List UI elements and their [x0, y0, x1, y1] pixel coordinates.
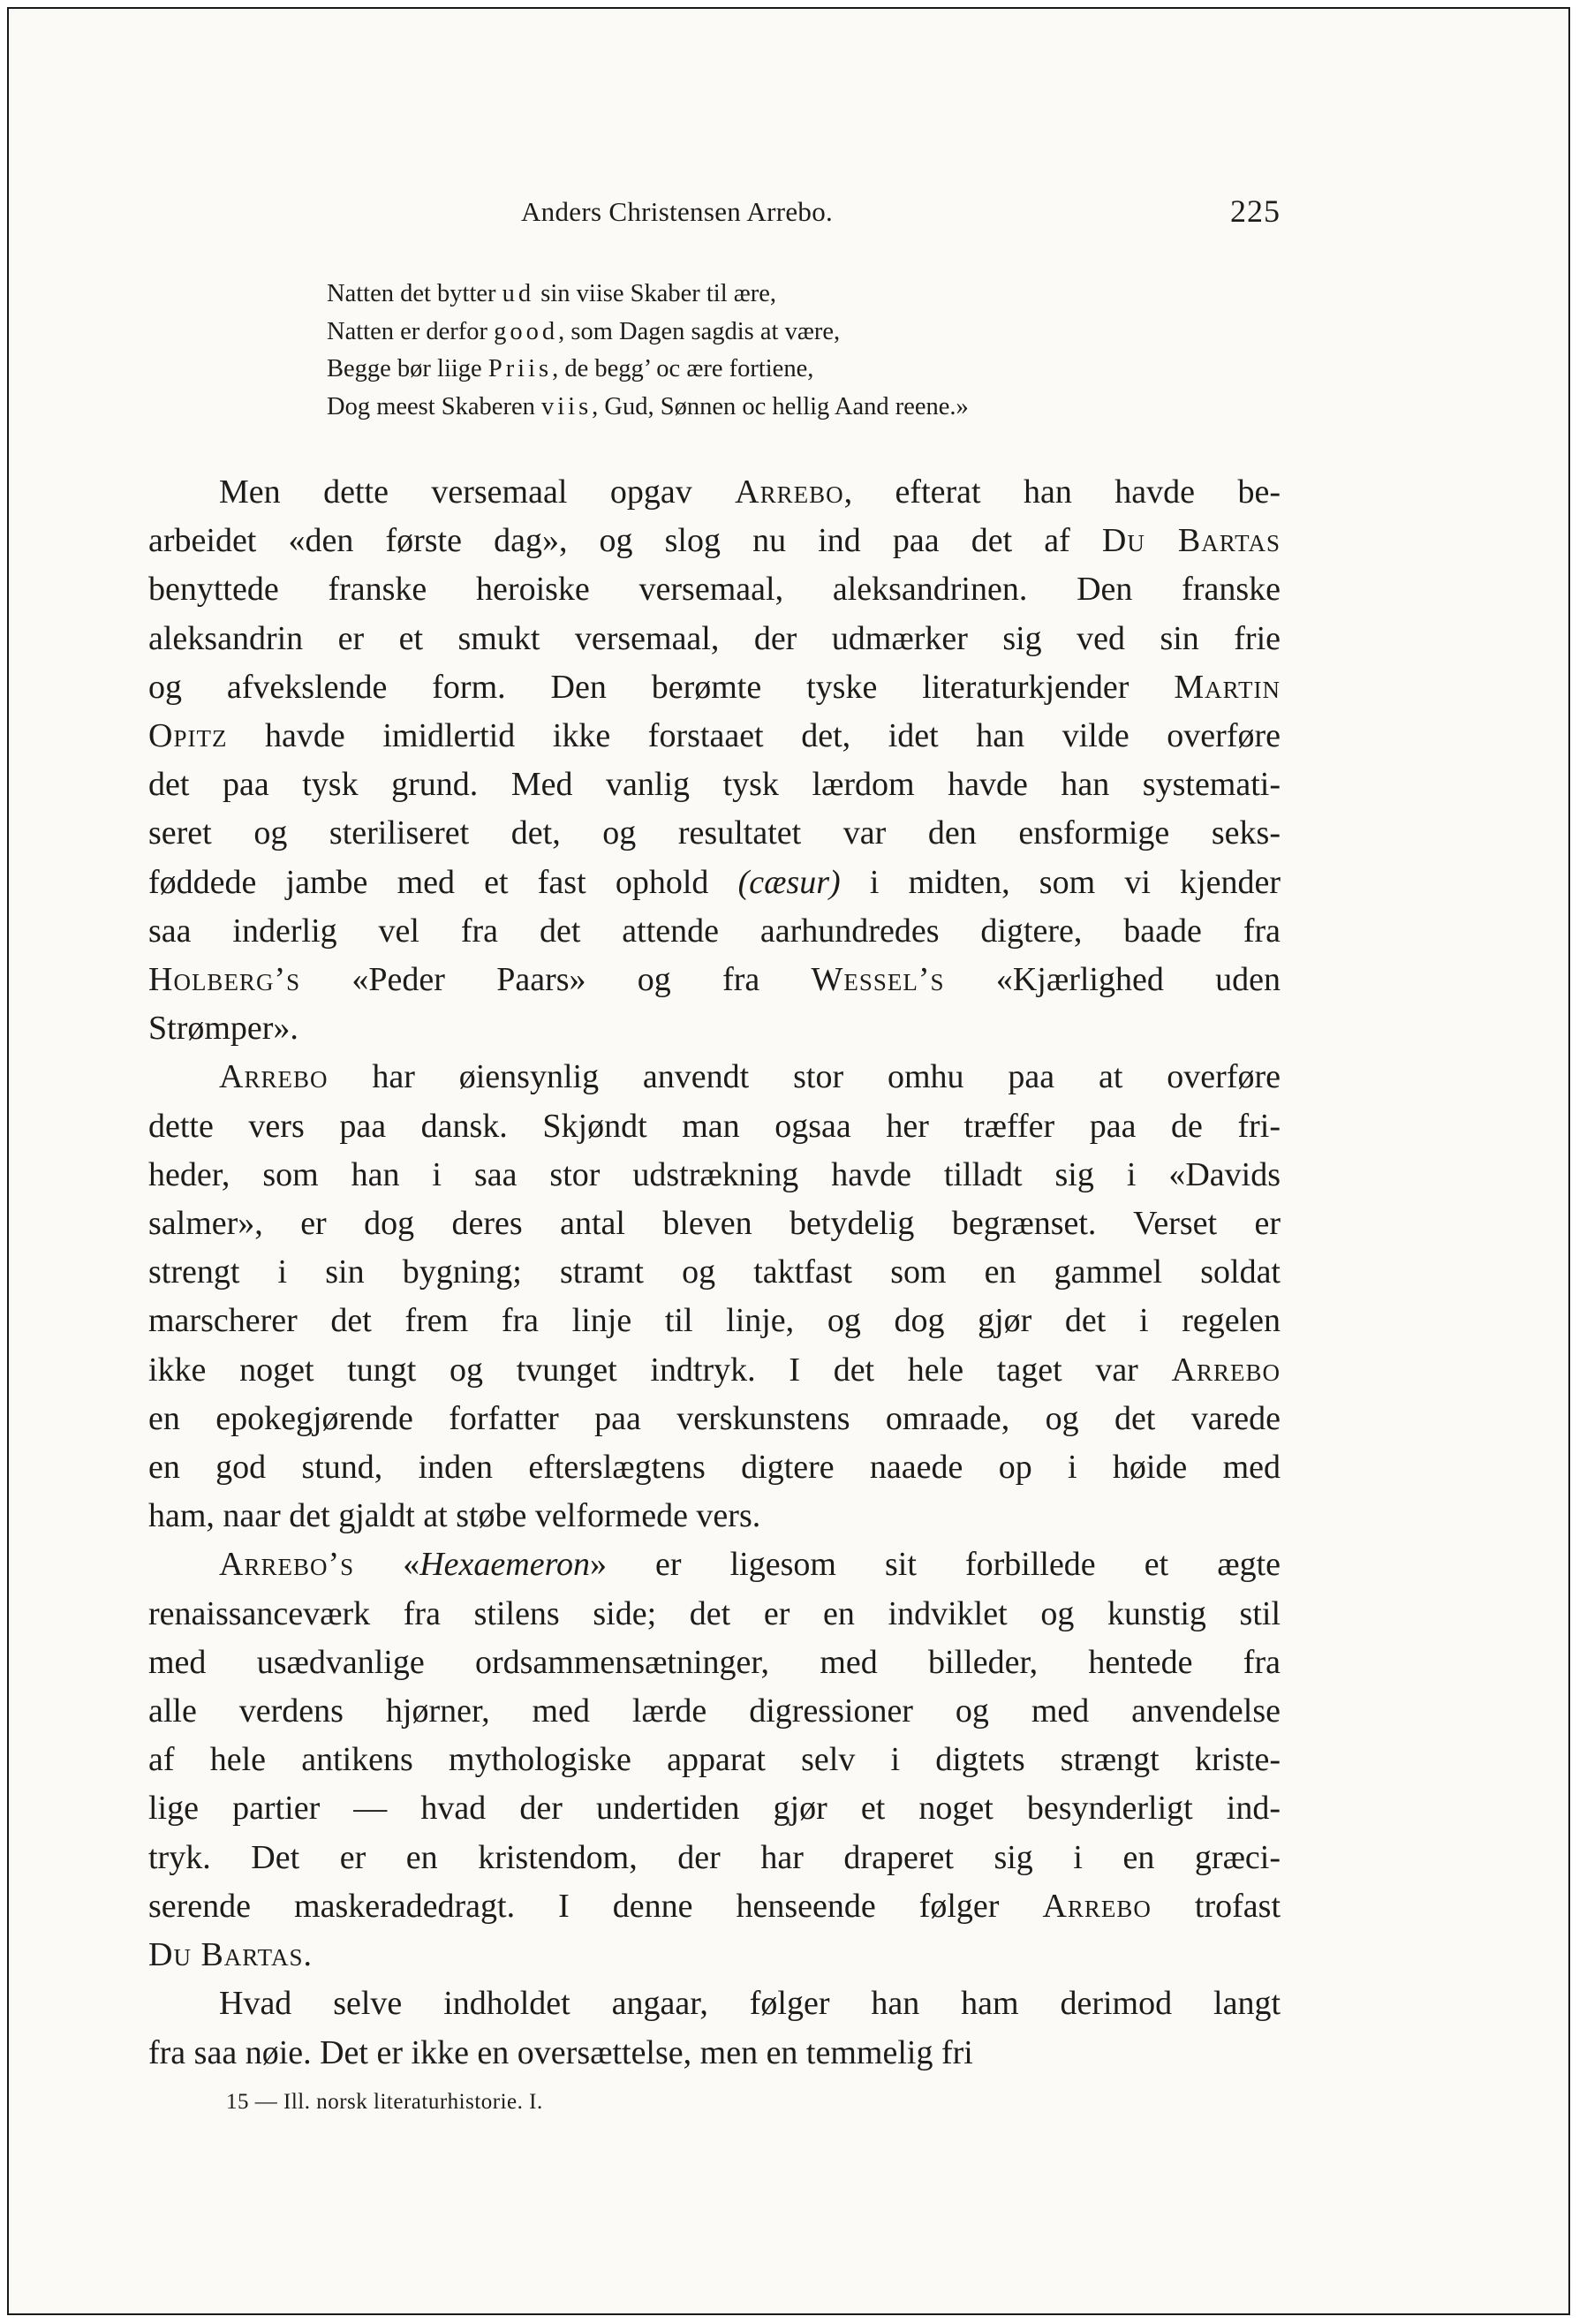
- running-title: Anders Christensen Arrebo.: [521, 196, 834, 227]
- text-line: tryk. Det er en kristendom, der har draperet sig i en græci-: [148, 1838, 1281, 1876]
- text-line: føddede jambe med et fast ophold (cæsur) i midten, som vi kjender: [148, 863, 1281, 901]
- small-caps-name: Du Bartas: [148, 1936, 304, 1974]
- verse-line: Dog meest Skaberen viis, Gud, Sønnen oc hellig Aand reene.»: [327, 392, 969, 420]
- text-line: af hele antikens mythologiske apparat selv i digtets strængt kriste-: [148, 1741, 1281, 1779]
- text-line: seret og steriliseret det, og resultatet var den ensformige seks-: [148, 814, 1281, 852]
- text-line: heder, som han i saa stor udstrækning havde tilladt sig i «Davids: [148, 1155, 1281, 1193]
- text-line: strengt i sin bygning; stramt og taktfast som en gammel soldat: [148, 1253, 1281, 1291]
- verse-quotation: [327, 276, 1298, 426]
- text-line: fra saa nøie. Det er ikke en oversættelse, men en temmelig fri: [148, 2033, 973, 2071]
- small-caps-name: Wessel’s: [811, 961, 945, 999]
- italic-term: (cæsur): [737, 863, 841, 901]
- text-line: Strømper».: [148, 1010, 298, 1048]
- text-line: en epokegjørende forfatter paa verskunstens omraade, og det varede: [148, 1399, 1281, 1437]
- signature-footer: 15 — Ill. norsk literaturhistorie. I.: [226, 2090, 543, 2114]
- small-caps-name: Arrebo: [219, 1058, 329, 1096]
- book-page: [7, 7, 1570, 2315]
- text-line: dette vers paa dansk. Skjøndt man ogsaa her træffer paa de fri-: [148, 1107, 1281, 1145]
- small-caps-name: Arrebo: [735, 473, 844, 511]
- italic-term: Hexaemeron: [419, 1546, 590, 1584]
- small-caps-name: Opitz: [148, 717, 228, 755]
- text-line: arbeidet «den første dag», og slog nu ind paa det af Du Bartas: [148, 522, 1281, 560]
- text-line: salmer», er dog deres antal bleven betydelig begrænset. Verset er: [148, 1205, 1281, 1243]
- small-caps-name: Arrebo’s: [219, 1546, 355, 1584]
- small-caps-name: Martin: [1174, 668, 1281, 706]
- text-line: ham, naar det gjaldt at støbe velformede vers.: [148, 1497, 761, 1535]
- text-line: Arrebo’s «Hexaemeron» er ligesom sit forbillede et ægte: [219, 1546, 1281, 1584]
- text-line: renaissanceværk fra stilens side; det er en indviklet og kunstig stil: [148, 1594, 1281, 1632]
- small-caps-name: Du Bartas: [1101, 522, 1281, 560]
- text-line: alle verdens hjørner, med lærde digressioner og med anvendelse: [148, 1692, 1281, 1730]
- text-line: serende maskeradedragt. I denne henseende følger Arrebo trofast: [148, 1887, 1281, 1925]
- text-line: lige partier — hvad der undertiden gjør et noget besynderligt ind-: [148, 1790, 1281, 1828]
- text-line: Holberg’s «Peder Paars» og fra Wessel’s «Kjærlighed uden: [148, 961, 1281, 999]
- text-line: benyttede franske heroiske versemaal, aleksandrinen. Den franske: [148, 571, 1281, 609]
- text-line: Hvad selve indholdet angaar, følger han ham derimod langt: [219, 1985, 1281, 2023]
- small-caps-name: Holberg’s: [148, 961, 301, 999]
- small-caps-name: Arrebo: [1171, 1351, 1281, 1389]
- text-line: saa inderlig vel fra det attende aarhundredes digtere, baade fra: [148, 912, 1281, 950]
- text-line: det paa tysk grund. Med vanlig tysk lærdom havde han systemati-: [148, 766, 1281, 804]
- verse-line: Begge bør liige Priis, de begg’ oc ære fortiene,: [327, 355, 814, 382]
- text-line: Men dette versemaal opgav Arrebo, efterat han havde be-: [219, 473, 1281, 511]
- page-number: 225: [1230, 193, 1281, 229]
- text-line: Du Bartas.: [148, 1936, 313, 1974]
- text-line: med usædvanlige ordsammensætninger, med billeder, hentede fra: [148, 1643, 1281, 1681]
- running-header: [141, 193, 1281, 240]
- text-line: aleksandrin er et smukt versemaal, der udmærker sig ved sin frie: [148, 619, 1281, 657]
- verse-line: Natten er derfor good, som Dagen sagdis at være,: [327, 317, 841, 345]
- text-line: en god stund, inden efterslægtens digtere naaede op i høide med: [148, 1449, 1281, 1487]
- verse-line: Natten det bytter ud sin viise Skaber til ære,: [327, 280, 777, 307]
- body-text: [148, 468, 1281, 2078]
- text-line: Opitz havde imidlertid ikke forstaaet det, idet han vilde overføre: [148, 717, 1281, 755]
- text-line: ikke noget tungt og tvunget indtryk. I det hele taget var Arrebo: [148, 1351, 1281, 1389]
- text-line: og afvekslende form. Den berømte tyske literaturkjender Martin: [148, 668, 1281, 706]
- text-line: Arrebo har øiensynlig anvendt stor omhu paa at overføre: [219, 1058, 1281, 1096]
- small-caps-name: Arrebo: [1042, 1887, 1152, 1925]
- text-line: marscherer det frem fra linje til linje, og dog gjør det i regelen: [148, 1302, 1281, 1340]
